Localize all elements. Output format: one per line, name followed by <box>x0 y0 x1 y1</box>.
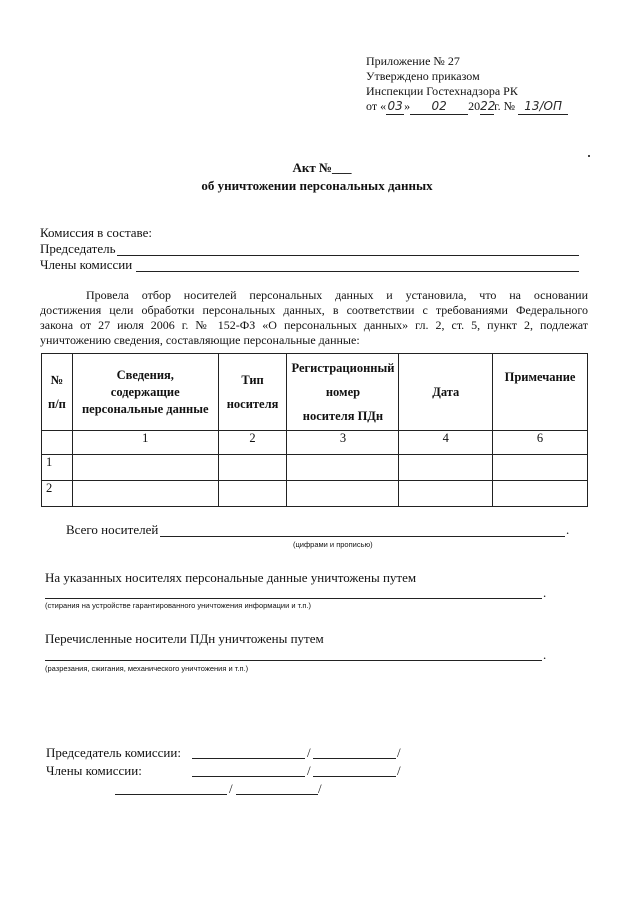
index-cell: 2 <box>218 431 287 455</box>
order-year: 22 <box>480 99 496 113</box>
total-media-hint: (цифрами и прописью) <box>293 540 373 549</box>
member1-slash: / <box>307 763 311 778</box>
table-cell <box>399 455 493 481</box>
chair-sign-line <box>192 758 305 759</box>
chair-signature-row <box>46 745 181 761</box>
total-media-label: Всего носителей <box>66 522 159 537</box>
table-cell <box>72 481 218 507</box>
erase-method-line <box>45 598 542 599</box>
order-date-line <box>366 99 606 115</box>
member1-name-line <box>313 776 396 777</box>
date-prefix: от « <box>366 99 387 113</box>
members-line <box>136 271 579 272</box>
chair-label: Председатель <box>40 241 116 256</box>
member2-slash-end: / <box>318 781 322 796</box>
total-media-end: . <box>566 522 570 537</box>
index-cell: 6 <box>493 431 588 455</box>
body-line-2: достижения цели обработки персональных данных, в соответствии с требованиями Федерального <box>40 303 588 317</box>
chair-slash: / <box>307 745 311 760</box>
index-cell: 1 <box>72 431 218 455</box>
table-cell <box>218 481 287 507</box>
act-subject: об уничтожении персональных данных <box>201 178 433 193</box>
table-cell <box>493 455 588 481</box>
dot-mark <box>588 155 590 157</box>
member1-sign-line <box>192 776 305 777</box>
table-cell <box>287 455 399 481</box>
index-cell: 3 <box>287 431 399 455</box>
chair-signature-label: Председатель комиссии: <box>46 745 181 760</box>
table-cell <box>287 481 399 507</box>
commission-heading: Комиссия в составе: <box>40 225 152 240</box>
year-end: г. № <box>494 99 516 113</box>
table-cell <box>493 481 588 507</box>
table-cell <box>218 455 287 481</box>
table-row <box>42 481 588 507</box>
chair-line <box>117 255 579 256</box>
destroy-method-end: . <box>543 647 547 662</box>
header-type: Тип носителя <box>218 354 287 431</box>
body-line-3: закона от 27 июля 2006 г. № 152-ФЗ «О персональных данных» гл. 2, ст. 5, пункт 2, подлежат <box>40 318 588 332</box>
year-prefix: 20 <box>468 99 481 113</box>
date-mid: » <box>404 99 411 113</box>
destroy-method-text: Перечисленные носители ПДн уничтожены путем <box>45 631 324 646</box>
chair-name-line <box>313 758 396 759</box>
order-month: 02 <box>410 99 468 115</box>
approved-by-order: Утверждено приказом <box>366 69 480 83</box>
erase-method-hint: (стирания на устройстве гарантированного уничтожения информации и т.п.) <box>45 601 311 610</box>
table-row <box>42 455 588 481</box>
body-line-4: уничтожению сведения, составляющие персональные данные: <box>40 333 360 347</box>
index-cell <box>42 431 73 455</box>
order-day: 03 <box>387 99 403 113</box>
member2-sign-line <box>115 794 227 795</box>
members-signature-row <box>46 763 142 779</box>
row-number: 2 <box>42 481 73 507</box>
row-number: 1 <box>42 455 73 481</box>
members-signature-label: Члены комиссии: <box>46 763 142 778</box>
destroy-method-line <box>45 660 542 661</box>
act-number: Акт №___ <box>292 160 352 175</box>
destroy-method-hint: (разрезания, сжигания, механического уничтожения и т.п.) <box>45 664 249 673</box>
table-header-row <box>42 354 588 431</box>
table-cell <box>399 481 493 507</box>
document-title <box>0 160 634 194</box>
body-line-1: Провела отбор носителей персональных данных и установила, что на основании <box>86 288 588 302</box>
table-cell <box>72 455 218 481</box>
order-number: 13/ОП <box>518 99 568 115</box>
body-paragraph <box>40 288 588 348</box>
header-num: № п/п <box>42 354 73 431</box>
header-date: Дата <box>399 354 493 431</box>
data-table <box>41 353 588 507</box>
inspection-name: Инспекции Гостехнадзора РК <box>366 84 518 98</box>
chair-slash-end: / <box>397 745 401 760</box>
appendix-number: Приложение № 27 <box>366 54 460 68</box>
header-reg: Регистрационный номер носителя ПДн <box>287 354 399 431</box>
total-media-line <box>160 536 565 537</box>
header-info: Сведения, содержащие персональные данные <box>72 354 218 431</box>
member2-slash: / <box>229 781 233 796</box>
member1-slash-end: / <box>397 763 401 778</box>
member2-name-line <box>236 794 318 795</box>
approval-block <box>366 54 606 115</box>
erase-method-end: . <box>543 585 547 600</box>
index-cell: 4 <box>399 431 493 455</box>
header-note: Примечание <box>493 354 588 431</box>
table-index-row <box>42 431 588 455</box>
erase-method-text: На указанных носителях персональные данные уничтожены путем <box>45 570 417 585</box>
members-label: Члены комиссии <box>40 257 133 272</box>
